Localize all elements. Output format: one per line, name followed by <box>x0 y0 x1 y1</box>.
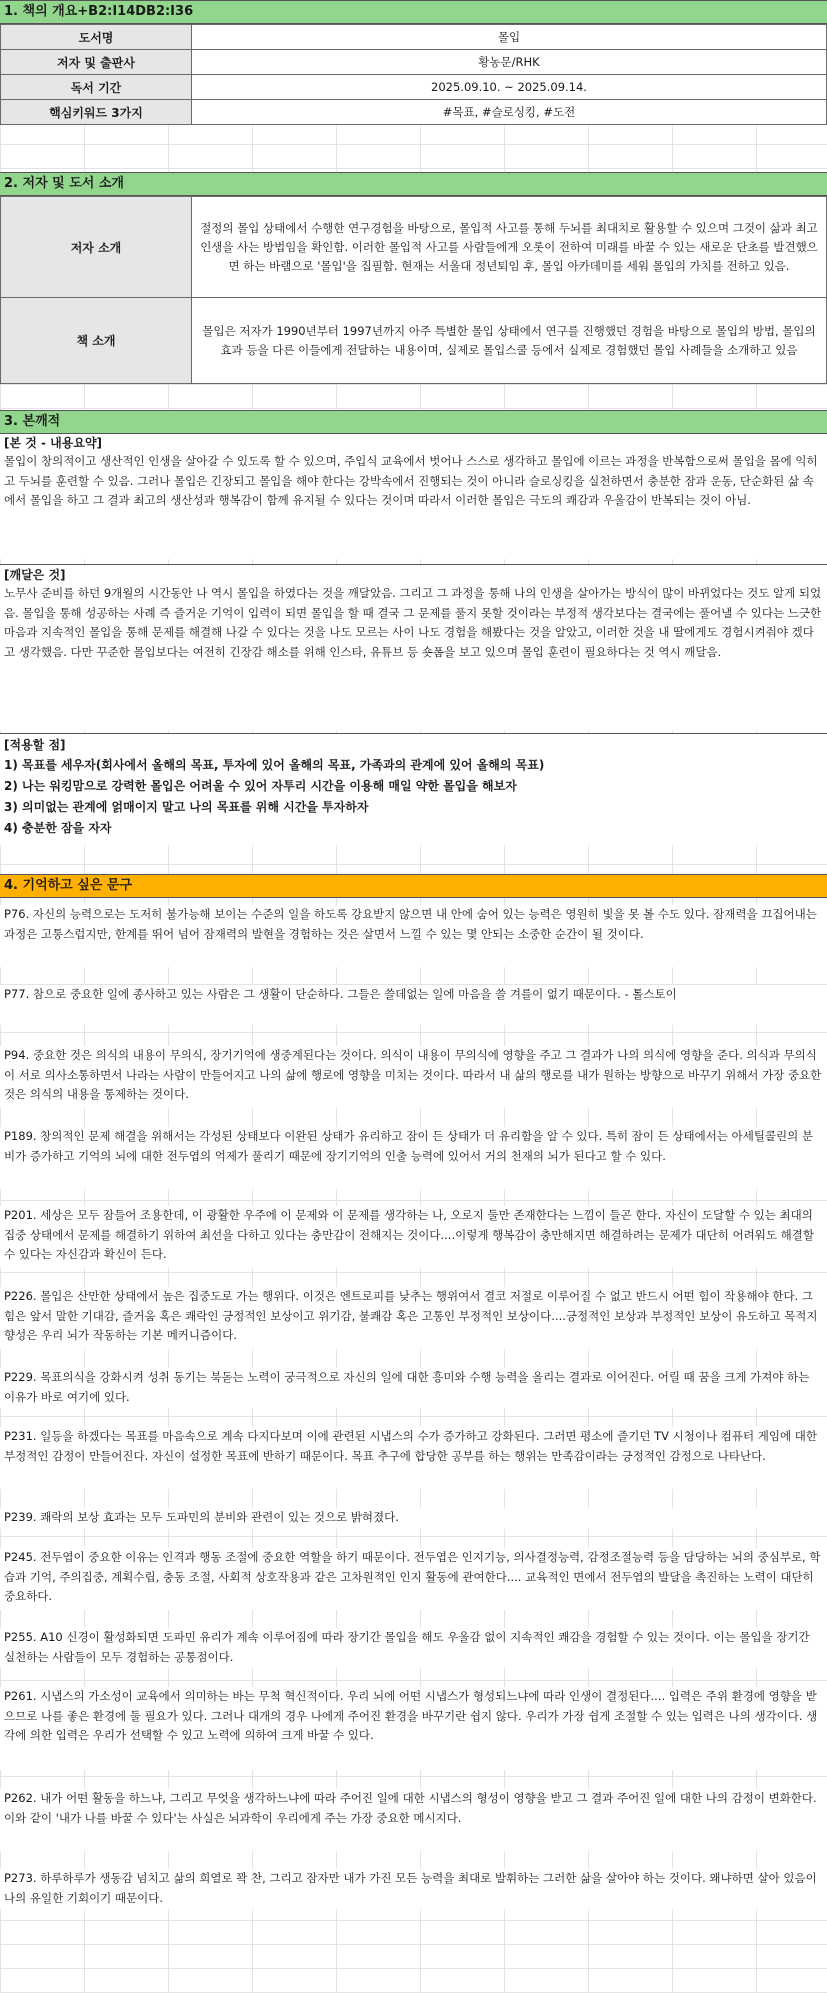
author-publisher-cell[interactable]: 황농문/RHK <box>192 50 827 75</box>
summary-label: [본 것 - 내용요약] <box>4 436 103 450</box>
quote-item[interactable]: P255. A10 신경이 활성화되면 도파민 유리가 계속 이루어짐에 따라 장기간 몰입을 해도 우울감 없이 지속적인 쾌감을 경험할 수 있는 것이다. 이는 몰입을 장기간 실천하는 사람들이 모두 경험하는 공통점이다. <box>0 1628 827 1668</box>
apply-item[interactable]: 4) 충분한 잠을 자자 <box>4 821 112 835</box>
book-intro-label: 책 소개 <box>1 298 192 384</box>
quote-item[interactable]: P262. 내가 어떤 활동을 하느냐, 그리고 무엇을 생각하느냐에 따라 주어진 일에 대한 시냅스의 형성이 영향을 받고 그 결과 주어진 일에 대한 나의 감정이 변화한다. 이와 같이 '내가 나를 바꿀 수 있다'는 사실은 뇌과학이 우리에게 주는 가장 중요한 메시지다. <box>0 1789 827 1851</box>
apply-item[interactable]: 1) 목표를 세우자(회사에서 올해의 목표, 투자에 있어 올해의 목표, 가족과의 관계에 있어 올해의 목표) <box>4 758 545 772</box>
quote-item[interactable]: P94. 중요한 것은 의식의 내용이 무의식, 장기기억에 생중계된다는 것이다. 의식이 내용이 무의식에 영향을 주고 그 결과가 나의 의식에 영향을 준다. 의식과 무의식이 서로 의사소통하면서 나라는 사람이 만들어지고 나의 삶에 행로에 영향을 미치는 것이다. 따라서 내 삶의 행로를 내가 원하는 방향으로 바꾸기 위해서 가장 중요한 것은 의식의 내용을 통제하는 것이다. <box>0 1046 827 1108</box>
book-intro-row <box>1 298 827 384</box>
quote-item[interactable]: P226. 몰입은 산만한 상태에서 높은 집중도로 가는 행위다. 이것은 엔트로피를 낮추는 행위여서 결코 저절로 이루어질 수 없고 반드시 어떤 힘이 작용해야 한다. 그 힘은 앞서 말한 기대감, 즐거움 혹은 쾌락인 긍정적인 보상이고 위기감, 불쾌감 혹은 고통인 부정적인 보상이다....긍정적인 보상과 부정적인 보상이 유도하고 목적지향성은 우리 뇌가 작동하는 기본 메커니즘이다. <box>0 1287 827 1349</box>
section-4-header: 4. 기억하고 싶은 문구 <box>0 874 827 898</box>
overview-row-title <box>1 25 827 50</box>
row-label: 핵심키워드 3가지 <box>1 100 192 125</box>
quote-item[interactable]: P245. 전두엽이 중요한 이유는 인격과 행동 조절에 중요한 역할을 하기 때문이다. 전두엽은 인지기능, 의사결정능력, 감정조절능력 등을 담당하는 뇌의 중심부로, 학습과 기억, 주의집중, 계획수립, 충동 조절, 사회적 상호작용과 같은 고차원적인 인지 활동에 관여한다.... 교육적인 면에서 전두엽의 발달을 촉진하는 노력이 대단히 중요하다. <box>0 1548 827 1610</box>
section-1-header: 1. 책의 개요+B2:I14DB2:I36 <box>0 0 827 24</box>
quote-item[interactable]: P189. 창의적인 문제 해결을 위해서는 각성된 상태보다 이완된 상태가 유리하고 잠이 든 상태가 더 유리함을 알 수 있다. 특히 잠이 든 상태에서는 아세틸콜린의 분비가 증가하고 기억의 뇌에 대한 전두엽의 억제가 풀리기 때문에 장기기억의 인출 능력에 있어서 거의 천재의 뇌가 된다고 할 수 있다. <box>0 1127 827 1189</box>
book-intro-cell[interactable]: 몰입은 저자가 1990년부터 1997년까지 아주 특별한 몰입 상태에서 연구를 진행했던 경험을 바탕으로 몰입의 방법, 몰입의 효과 등을 다른 이들에게 전달하는 내용이며, 실제로 몰입스쿨 등에서 실제로 경험했던 몰입 사례들을 소개하고 있음 <box>192 298 827 384</box>
apply-block <box>0 735 827 845</box>
quote-item[interactable]: P261. 시냅스의 가소성이 교육에서 의미하는 바는 무척 혁신적이다. 우리 뇌에 어떤 시냅스가 형성되느냐에 따라 인생이 결정된다.... 입력은 주위 환경에 영향을 받으므로 나를 좋은 환경에 둘 필요가 있다. 그러나 대개의 경우 나에게 주어진 환경을 바꾸기란 쉽지 않다. 우리가 가장 쉽게 조절할 수 있는 입력은 나의 생각이다. 생각에 의한 입력은 우리가 선택할 수 있고 노력에 의하여 크게 바꿀 수 있다. <box>0 1687 827 1770</box>
divider <box>0 733 827 734</box>
author-intro-label: 저자 소개 <box>1 197 192 298</box>
realization-block <box>0 566 827 731</box>
author-intro-cell[interactable]: 절정의 몰입 상태에서 수행한 연구경험을 바탕으로, 몰입적 사고를 통해 두뇌를 최대치로 활용할 수 있으며 그것이 삶과 최고 인생을 사는 방법임을 확인함. 이러한 몰입적 사고를 사람들에게 오롯이 전하여 미래를 바꿀 수 있는 새로운 단초를 발견했으면 하는 바램으로 '몰입'을 집필함. 현재는 서울대 정년퇴임 후, 몰입 아카데미를 세워 몰입의 가치를 전하고 있음. <box>192 197 827 298</box>
realization-text[interactable]: 노무사 준비를 하던 9개월의 시간동안 나 역시 몰입을 하였다는 것을 깨달았음. 그리고 그 과정을 통해 나의 인생을 살아가는 방식이 많이 바뀌었다는 것도 알게 되었음. 몰입을 통해 성공하는 사례 즉 즐거운 기억이 입력이 되면 몰입을 할 때 결국 그 문제를 풀지 못할 것이라는 부정적 생각보다는 결국에는 풀어낼 수 있다는 느긋한 마음과 지속적인 몰입을 통해 문제를 해결해 나갈 수 있다는 것을 나도 모르는 사이 나도 경험을 해봤다는 것을 알았고, 이러한 것을 내 딸에게도 경험시켜줘야 겠다고 생각했음. 다만 꾸준한 몰입보다는 여전히 긴장감 해소를 위해 인스타, 유튜브 등 숏폼을 보고 있으며 몰입 훈련이 필요하다는 것 역시 깨달음. <box>4 586 822 659</box>
apply-item[interactable]: 2) 나는 워킹맘으로 강력한 몰입은 어려울 수 있어 자투리 시간을 이용해 매일 약한 몰입을 해보자 <box>4 779 517 793</box>
summary-block <box>0 434 827 559</box>
quote-item[interactable]: P239. 쾌락의 보상 효과는 모두 도파민의 분비와 관련이 있는 것으로 밝혀졌다. <box>0 1508 827 1529</box>
section-3-header: 3. 본깨적 <box>0 410 827 434</box>
quote-item[interactable]: P201. 세상은 모두 잠들어 조용한데, 이 광활한 우주에 이 문제와 이 문제를 생각하는 나, 오로지 둘만 존재한다는 느낌이 들곤 한다. 자신이 도달할 수 있는 최대의 집중 상태에서 문제를 해결하기 위하여 최선을 다하고 있다는 충만감이 전해지는 것이다....이렇게 행복감이 충만해지면 해결하려는 문제가 대단히 어려워도 해결할 수 있다는 자신감과 확신이 든다. <box>0 1206 827 1268</box>
section-2-header: 2. 저자 및 도서 소개 <box>0 172 827 196</box>
book-overview-table <box>0 24 827 125</box>
quote-item[interactable]: P273. 하루하루가 생동감 넘치고 삶의 희열로 꽉 찬, 그리고 잠자만 내가 가진 모든 능력을 최대로 발휘하는 그러한 삶을 살아야 하는 것이다. 왜냐하면 살아 있음이 나의 유일한 기회이기 때문이다. <box>0 1869 827 1909</box>
summary-text[interactable]: 몰입이 창의적이고 생산적인 인생을 살아갈 수 있도록 할 수 있으며, 주입식 교육에서 벗어나 스스로 생각하고 몰입에 이르는 과정을 반복함으로써 몰입을 몸에 익히고 두뇌를 훈련할 수 있음. 그러나 몰입은 긴장되고 몰입을 해야 한다는 강박속에서 진행되는 것이 아니라 슬로싱킹을 실천하면서 충분한 잠과 운동, 단순화된 삶 속에서 몰입을 하고 그 결과 최고의 생산성과 행복감이 함께 유지될 수 있다는 것이며 따라서 이러한 몰입은 극도의 쾌감과 우울감이 반복되는 것이 아님. <box>4 454 818 507</box>
overview-row-keywords <box>1 100 827 125</box>
overview-row-author <box>1 50 827 75</box>
quote-item[interactable]: P77. 참으로 중요한 일에 종사하고 있는 사람은 그 생활이 단순하다. 그들은 쓸데없는 일에 마음을 쓸 겨를이 없기 때문이다. - 톨스토이 <box>0 985 827 1025</box>
apply-label: [적용할 점] <box>4 738 66 752</box>
divider <box>0 564 827 565</box>
row-label: 독서 기간 <box>1 75 192 100</box>
realization-label: [깨달은 것] <box>4 568 66 582</box>
quote-item[interactable]: P76. 자신의 능력으로는 도저히 불가능해 보이는 수준의 일을 하도록 강요받지 않으면 내 안에 숨어 있는 능력은 영원히 빛을 못 볼 수도 있다. 잠재력을 끄집어내는 과정은 고통스럽지만, 한계를 뛰어 넘어 잠재력의 발현을 경험하는 것은 살면서 느낄 수 있는 몇 안되는 소중한 순간이 될 것이다. <box>0 905 827 967</box>
quote-item[interactable]: P229. 목표의식을 강화시켜 성취 동기는 북돋는 노력이 궁극적으로 자신의 일에 대한 흥미와 수행 능력을 올리는 결과로 이어진다. 어릴 때 꿈을 크게 가져야 하는 이유가 바로 여기에 있다. <box>0 1368 827 1408</box>
author-intro-row <box>1 197 827 298</box>
quote-item[interactable]: P231. 일등을 하겠다는 목표를 마음속으로 계속 다지다보며 이에 관련된 시냅스의 수가 증가하고 강화된다. 그러면 평소에 즐기던 TV 시청이나 컴퓨터 게임에 대한 부정적인 감정이 만들어진다. 자신이 설정한 목표에 반하기 때문이다. 목표 추구에 합당한 공부를 하는 행위는 만족감이라는 긍정적인 감정으로 나타난다. <box>0 1427 827 1489</box>
book-title-cell[interactable]: 몰입 <box>192 25 827 50</box>
apply-item[interactable]: 3) 의미없는 관계에 얽매이지 말고 나의 목표를 위해 시간을 투자하자 <box>4 800 369 814</box>
row-label: 도서명 <box>1 25 192 50</box>
row-label: 저자 및 출판사 <box>1 50 192 75</box>
reading-period-cell[interactable]: 2025.09.10. ~ 2025.09.14. <box>192 75 827 100</box>
author-book-table <box>0 196 827 384</box>
keywords-cell[interactable]: #목표, #슬로싱킹, #도전 <box>192 100 827 125</box>
overview-row-period <box>1 75 827 100</box>
